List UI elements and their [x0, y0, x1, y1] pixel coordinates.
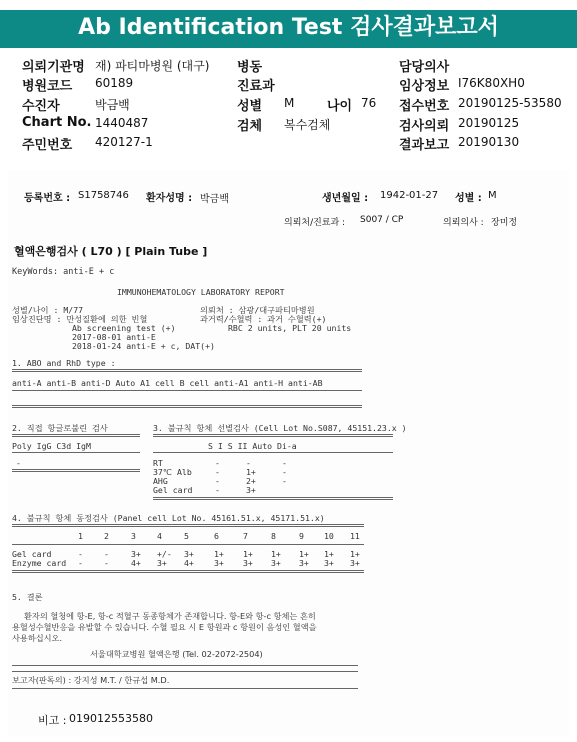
panel-cell: 1+ [214, 549, 224, 559]
panel-cell: 1+ [299, 549, 309, 559]
reporter-line: 보고자(판독의) : 강지성 M.T. / 한규섭 M.D. [12, 675, 170, 685]
panel-cell: 3+ [350, 558, 360, 568]
s4-rule-bottom [12, 570, 364, 573]
value-age: 76 [361, 96, 377, 110]
diagnosis-line: 임상진단명 : 만성질환에 의한 빈혈 [12, 314, 148, 324]
report-header [0, 10, 577, 46]
value-institution: 재) 파티마병원 (대구) [95, 59, 210, 73]
referrer-line: 의뢰처 : 삼광/대구파티마병원 [200, 305, 315, 315]
screen-line: Ab screening test (+) [72, 323, 176, 333]
s4-title: 4. 불규칙 항체 동정검사 (Panel cell Lot No. 45161.51.x, 45171.51.x) [12, 513, 325, 523]
s1-rule-bottom [12, 405, 362, 408]
note-value: 019012553580 [69, 712, 153, 725]
value-sex: M [284, 96, 295, 110]
s3-cell: - [215, 485, 220, 495]
value-specimen: 복수검체 [284, 118, 331, 132]
panel-col-header: 9 [299, 531, 304, 541]
panel-cell: 3+ [271, 558, 281, 568]
history-line: 과거력/수혈력 : 과거 수혈력(+) [200, 314, 327, 324]
label-institution: 의뢰기관명 [22, 60, 85, 75]
panel-cell: 1+ [271, 549, 281, 559]
conclusion-line-1: 환자의 혈청에 항-E, 항-c 적혈구 동종항체가 존재합니다. 항-E와 항-c 항체는 흔히 [24, 611, 316, 621]
s3-cell: - [246, 458, 251, 468]
panel-cell: 3+ [299, 558, 309, 568]
note-label: 비고 : [38, 714, 67, 727]
s4-rule-top [12, 524, 364, 527]
s3-title: 3. 불규칙 항체 선별검사 (Cell Lot No.S087, 45151.23.x ) [153, 423, 407, 433]
s3-row-label: AHG [153, 476, 168, 486]
label-patient: 수진자 [22, 99, 60, 114]
panel-col-header: 8 [271, 531, 276, 541]
patient-name-label: 환자성명 : [146, 193, 193, 204]
sex-age-line: 성별/나이 : M/77 [12, 305, 84, 315]
ref-doctor-label: 의뢰의사 : [443, 218, 484, 228]
s3-cell: - [215, 458, 220, 468]
s3-cell: - [215, 467, 220, 477]
doc-sex-label: 성별 : [455, 193, 482, 204]
referral-value: S007 / CP [360, 215, 404, 225]
label-report-date: 결과보고 [399, 138, 450, 153]
panel-col-header: 11 [350, 531, 360, 541]
panel-cell: 1+ [324, 549, 334, 559]
reg-no-value: S1758746 [78, 190, 129, 201]
s3-header: S I S II Auto Di-a [208, 441, 297, 451]
s3-row-label: 37℃ Alb [153, 467, 192, 477]
reg-no-label: 등록번호 : [24, 193, 71, 204]
label-clinical-info: 임상정보 [399, 79, 450, 94]
s3-cell: - [215, 476, 220, 486]
report-heading: IMMUNOHEMATOLOGY LABORATORY REPORT [117, 287, 285, 297]
s2-rule-top [12, 434, 140, 437]
panel-cell: 3+ [184, 549, 194, 559]
label-receipt-no: 접수번호 [399, 99, 450, 114]
s3-cell: - [282, 458, 287, 468]
label-dept: 진료과 [237, 79, 275, 94]
panel-cell: - [78, 549, 83, 559]
footer-rule-3 [12, 688, 358, 689]
s2-header: Poly IgG C3d IgM [12, 441, 91, 451]
section-title: 혈액은행검사 ( L70 ) [ Plain Tube ] [14, 245, 208, 258]
ref-doctor-value: 장미정 [491, 218, 518, 228]
s5-title: 5. 결론 [12, 592, 43, 602]
s2-rule-mid [12, 452, 140, 453]
value-clinical-info: I76K80XH0 [458, 76, 525, 90]
s3-rule-mid [153, 452, 393, 453]
conclusion-line-3: 사용하십시오. [12, 633, 63, 643]
s3-cell: - [282, 467, 287, 477]
s3-cell: 2+ [246, 476, 256, 486]
dob-value: 1942-01-27 [380, 190, 439, 201]
panel-cell: 3+ [324, 558, 334, 568]
value-request-date: 20190125 [458, 116, 520, 130]
s3-row-label: Gel card [153, 485, 193, 495]
panel-col-header: 7 [243, 531, 248, 541]
patient-name-value: 박금백 [200, 194, 229, 205]
panel-col-header: 4 [157, 531, 162, 541]
panel-row-label: Gel card [12, 549, 52, 559]
value-hospital-code: 60189 [95, 76, 134, 90]
conclusion-line-2: 용혈성수혈반응을 유발할 수 있습니다. 수혈 필요 시 E 항원과 c 항원이 음성인 혈액을 [12, 622, 317, 632]
header-divider [0, 46, 577, 48]
panel-cell: 3+ [243, 558, 253, 568]
hospital-line: 서울대학교병원 혈액은행 (Tel. 02-2072-2504) [90, 649, 263, 659]
panel-cell: 4+ [184, 558, 194, 568]
value-chart-no: 1440487 [95, 116, 149, 130]
keywords: KeyWords: anti-E + c [12, 267, 115, 277]
panel-cell: 3+ [214, 558, 224, 568]
panel-cell: - [104, 558, 109, 568]
s3-cell: - [282, 476, 287, 486]
dob-label: 생년월일 : [322, 193, 369, 204]
s4-rule-mid [12, 544, 364, 545]
panel-cell: 4+ [131, 558, 141, 568]
value-receipt-no: 20190125-53580 [458, 96, 562, 110]
value-report-date: 20190130 [458, 135, 520, 149]
panel-col-header: 1 [78, 531, 83, 541]
footer-rule-2 [12, 671, 358, 672]
history-1: 2017-08-01 anti-E [72, 332, 156, 342]
value-patient: 박금백 [95, 98, 130, 112]
s1-row: anti-A anti-B anti-D Auto A1 cell B cell anti-A1 anti-H anti-AB [12, 378, 323, 388]
rbc-line: RBC 2 units, PLT 20 units [228, 323, 352, 333]
doc-sex-value: M [488, 190, 497, 201]
label-resident-no: 주민번호 [22, 138, 73, 153]
label-age: 나이 [327, 99, 353, 114]
panel-cell: 1+ [350, 549, 360, 559]
label-request-date: 검사의뢰 [399, 119, 450, 134]
s3-rule-bottom [153, 497, 393, 500]
value-resident-no: 420127-1 [95, 135, 153, 149]
s1-title: 1. ABO and RhD type : [12, 358, 116, 368]
label-physician: 담당의사 [399, 60, 450, 75]
panel-cell: - [104, 549, 109, 559]
s3-cell: 1+ [246, 467, 256, 477]
label-ward: 병동 [237, 60, 263, 75]
s3-rule-top [153, 434, 393, 437]
s1-rule-mid [12, 390, 362, 391]
label-chart-no: Chart No. [22, 115, 92, 130]
s2-title: 2. 직접 항글로불린 검사 [12, 423, 108, 433]
panel-cell: - [78, 558, 83, 568]
report-title: Ab Identification Test 검사결과보고서 [78, 15, 499, 40]
panel-col-header: 5 [184, 531, 189, 541]
label-sex: 성별 [237, 99, 263, 114]
panel-cell: 3+ [131, 549, 141, 559]
label-hospital-code: 병원코드 [22, 79, 73, 94]
panel-cell: 3+ [157, 558, 167, 568]
label-specimen: 검체 [237, 119, 263, 134]
s3-cell: 3+ [246, 485, 256, 495]
panel-col-header: 3 [131, 531, 136, 541]
s2-rule-bottom [12, 469, 140, 472]
footer-rule-1 [12, 665, 358, 666]
panel-col-header: 10 [324, 531, 334, 541]
panel-cell: +/- [157, 549, 172, 559]
panel-row-label: Enzyme card [12, 558, 67, 568]
s3-row-label: RT [153, 458, 163, 468]
panel-col-header: 6 [214, 531, 219, 541]
referral-label: 의뢰처/진료과 : [284, 218, 346, 228]
s2-value: - [16, 458, 21, 468]
panel-cell: 1+ [243, 549, 253, 559]
panel-col-header: 2 [104, 531, 109, 541]
history-2: 2018-01-24 anti-E + c, DAT(+) [72, 341, 215, 351]
s1-rule-top [12, 369, 362, 372]
